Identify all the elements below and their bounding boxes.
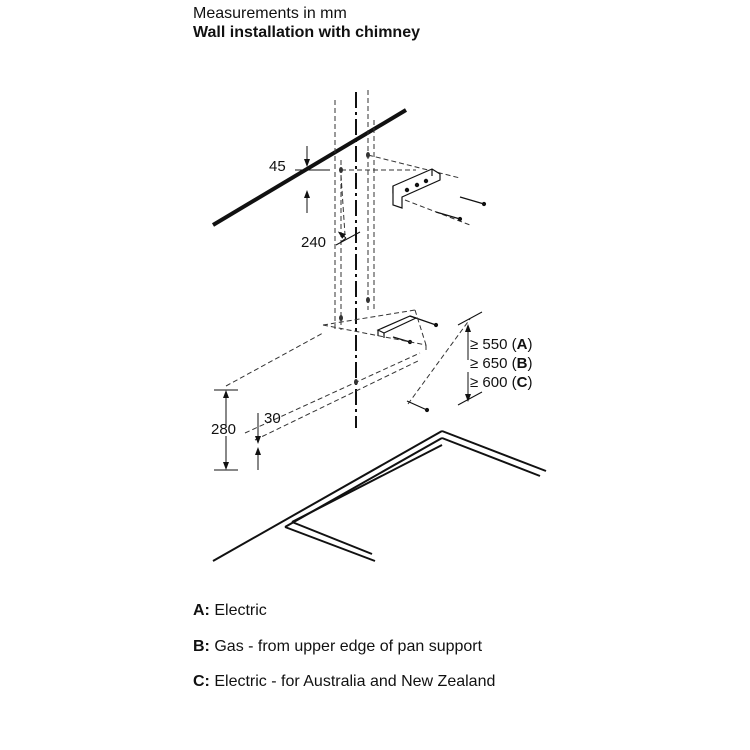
cooktop [213,431,546,561]
upper-screws [436,197,486,221]
legend-key: C: [193,673,210,690]
drill-holes [339,152,370,385]
dimension-280-label: 280 [211,421,237,438]
legend-item-b [193,637,482,657]
chimney-outline [335,90,374,330]
legend-text: Electric - for Australia and New Zealand [214,673,496,690]
upper-bracket [393,169,440,208]
diagram-subtitle: Measurements in mm [193,5,347,22]
clearance-a: ≥ 550 (A) [470,336,533,353]
lower-screw [407,401,429,412]
dimension-45-label: 45 [269,158,286,175]
legend-text: Gas - from upper edge of pan support [214,638,483,655]
legend-text: Electric [214,602,267,619]
hood-outline [226,310,470,440]
legend-item-a [193,601,267,621]
clearance-c: ≥ 600 (C) [470,374,533,391]
dimension-30-label: 30 [264,410,281,427]
clearance-b: ≥ 650 (B) [470,355,533,372]
dimension-240-label: 240 [301,234,327,251]
legend-key: A: [193,602,210,619]
lower-bracket [378,316,438,344]
dimension-45 [295,146,330,213]
legend-item-c [193,672,495,692]
legend-key: B: [193,638,210,655]
ceiling-line [213,110,406,225]
diagram-title: Wall installation with chimney [193,24,420,41]
